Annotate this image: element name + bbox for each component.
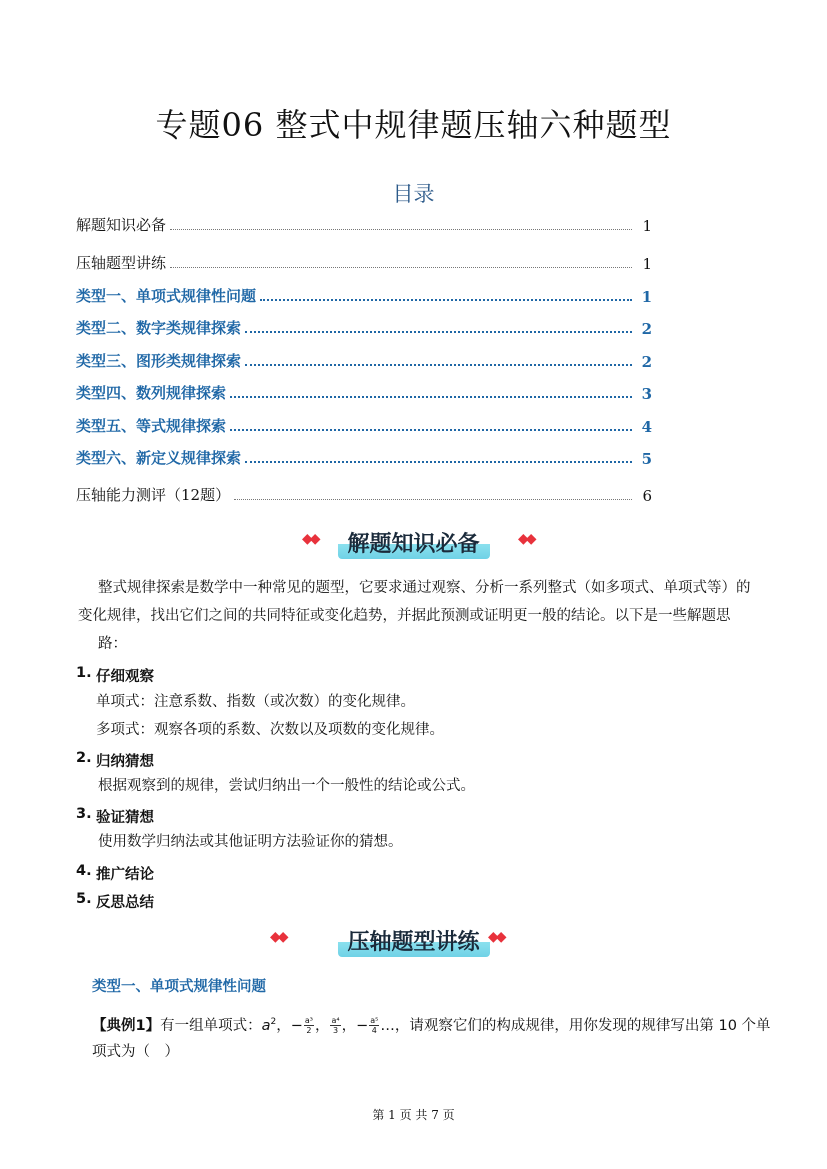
step-title: 归纳猜想 bbox=[96, 754, 154, 770]
toc-page: 5 bbox=[641, 450, 652, 468]
toc-row-practice[interactable] bbox=[76, 252, 652, 273]
step-detail: 使用数学归纳法或其他证明方法验证你的猜想。 bbox=[98, 834, 403, 850]
step-detail: 单项式：注意系数、指数（或次数）的变化规律。 bbox=[96, 694, 415, 710]
toc-heading: 目录 bbox=[392, 182, 435, 206]
section-banner-practice bbox=[0, 922, 827, 958]
page-title: 专题06 整式中规律题压轴六种题型 bbox=[155, 106, 672, 144]
diamond-icon: ◆◆ bbox=[270, 929, 286, 945]
term-exponent: 2 bbox=[270, 1017, 277, 1027]
fraction-term: $\frac{\text{a³}}{2}$ bbox=[304, 1016, 313, 1036]
diamond-icon: ◆◆ bbox=[518, 531, 534, 547]
toc-label: 压轴题型讲练 bbox=[76, 254, 167, 272]
toc-leader bbox=[230, 429, 632, 431]
toc-page: 4 bbox=[641, 418, 652, 436]
page-footer: 第 1 页 共 7 页 bbox=[372, 1108, 455, 1122]
step-number: 4. bbox=[76, 863, 92, 879]
toc-page: 1 bbox=[642, 255, 652, 273]
toc-row-type5[interactable] bbox=[76, 415, 652, 436]
toc-label: 类型一、单项式规律性问题 bbox=[76, 287, 257, 305]
toc-label: 压轴能力测评（12题） bbox=[76, 486, 231, 504]
banner-label: 压轴题型讲练 bbox=[337, 924, 489, 957]
toc-row-knowledge[interactable] bbox=[76, 214, 652, 235]
toc-page: 6 bbox=[642, 487, 652, 505]
toc-row-type3[interactable] bbox=[76, 350, 652, 371]
toc-label: 类型五、等式规律探索 bbox=[76, 417, 227, 435]
step-title: 仔细观察 bbox=[96, 669, 154, 685]
toc-leader bbox=[230, 396, 632, 398]
step-title: 反思总结 bbox=[96, 895, 154, 911]
step-number: 2. bbox=[76, 750, 92, 766]
toc-row-type1[interactable] bbox=[76, 285, 652, 306]
fraction-term: $\frac{\text{a⁴}}{3}$ bbox=[331, 1016, 340, 1036]
intro-line: 整式规律探索是数学中一种常见的题型，它要求通过观察、分析一系列整式（如多项式、单项式等）的 bbox=[98, 580, 751, 596]
toc-leader bbox=[170, 267, 632, 268]
example-line2: 项式为（ ） bbox=[92, 1044, 179, 1060]
intro-line: 变化规律，找出它们之间的共同特征或变化趋势，并据此预测或证明更一般的结论。以下是一些解题思 bbox=[78, 608, 731, 624]
toc-row-type2[interactable] bbox=[76, 317, 652, 338]
fraction-term: $\frac{\text{a⁵}}{4}$ bbox=[370, 1016, 379, 1036]
section-heading-type1: 类型一、单项式规律性问题 bbox=[92, 978, 266, 995]
banner-label: 解题知识必备 bbox=[337, 526, 489, 559]
toc-label: 类型四、数列规律探索 bbox=[76, 384, 227, 402]
toc-page: 1 bbox=[641, 288, 652, 306]
toc-label: 类型二、数字类规律探索 bbox=[76, 319, 242, 337]
step-detail: 多项式：观察各项的系数、次数以及项数的变化规律。 bbox=[96, 722, 444, 738]
toc-label: 类型六、新定义规律探索 bbox=[76, 449, 242, 467]
diamond-icon: ◆◆ bbox=[488, 929, 504, 945]
toc-leader bbox=[234, 499, 632, 500]
toc-row-test[interactable] bbox=[76, 484, 652, 505]
toc-leader bbox=[245, 461, 632, 463]
toc-leader bbox=[245, 331, 632, 333]
step-detail: 根据观察到的规律，尝试归纳出一个一般性的结论或公式。 bbox=[98, 778, 475, 794]
toc-leader bbox=[260, 299, 632, 301]
toc-leader bbox=[170, 229, 632, 230]
toc-page: 3 bbox=[641, 385, 652, 403]
step-title: 验证猜想 bbox=[96, 810, 154, 826]
toc-page: 2 bbox=[641, 320, 652, 338]
term-a: a bbox=[261, 1017, 271, 1034]
intro-line: 路： bbox=[98, 636, 127, 652]
toc-row-type6[interactable] bbox=[76, 447, 652, 468]
section-banner-knowledge bbox=[0, 524, 827, 560]
toc-page: 1 bbox=[642, 217, 652, 235]
example-tail: …，请观察它们的构成规律，用你发现的规律写出第 10 个单 bbox=[380, 1017, 771, 1034]
toc-row-type4[interactable] bbox=[76, 382, 652, 403]
toc-label: 解题知识必备 bbox=[76, 216, 167, 234]
toc-leader bbox=[245, 364, 632, 366]
toc-label: 类型三、图形类规律探索 bbox=[76, 352, 242, 370]
step-number: 1. bbox=[76, 665, 92, 681]
example-tag: 【典例1】 bbox=[92, 1017, 161, 1034]
step-title: 推广结论 bbox=[96, 867, 154, 883]
example-lead: 有一组单项式： bbox=[160, 1017, 262, 1034]
example-1: 【典例1】有一组单项式：$a^2$，− $\frac{\text{a³}}{2}$ ， $\frac{\text{a⁴}}{3}$ ，− $\frac{\text{a⁵}}{4}$ …，请观察它们的构成规律，用你发现的规律写出第 10 个单 bbox=[92, 1016, 771, 1036]
step-number: 3. bbox=[76, 806, 92, 822]
step-number: 5. bbox=[76, 891, 92, 907]
diamond-icon: ◆◆ bbox=[302, 531, 318, 547]
toc-page: 2 bbox=[641, 353, 652, 371]
